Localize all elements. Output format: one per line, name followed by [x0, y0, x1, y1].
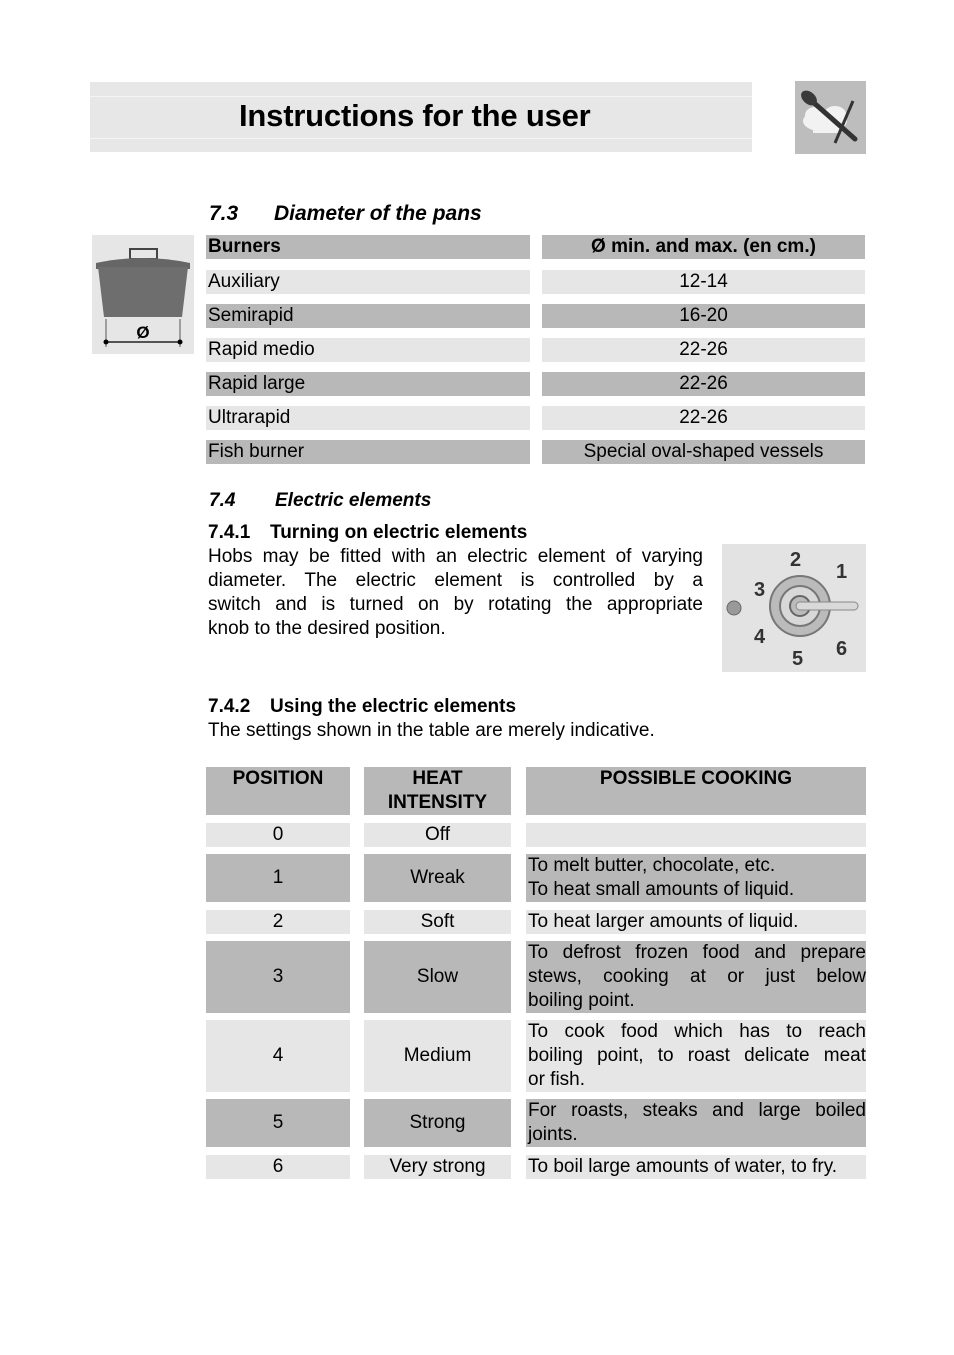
table-cell-burner: Semirapid	[206, 304, 530, 328]
table-cell-position: 3	[206, 941, 350, 1013]
table-cell-intensity: Soft	[364, 910, 511, 934]
table-cell-diameter: 12-14	[542, 270, 865, 294]
table-cell-intensity: Strong	[364, 1099, 511, 1147]
pans-header-diameter: Ø min. and max. (en cm.)	[542, 235, 865, 259]
table-cell-diameter: 22-26	[542, 338, 865, 362]
section-7-4-heading	[209, 490, 431, 512]
cooking-line: To heat larger amounts of liquid.	[528, 911, 799, 932]
table-cell-intensity: Very strong	[364, 1155, 511, 1179]
table-cell-burner: Fish burner	[206, 440, 530, 464]
table-cell-cooking	[526, 823, 866, 847]
table-cell-cooking	[526, 854, 866, 902]
section-number: 7.3	[209, 202, 239, 225]
pans-header-burners: Burners	[206, 235, 530, 259]
paragraph-line: diameter. The electric element is controlled by a	[208, 570, 703, 591]
table-cell-cooking	[526, 1099, 866, 1147]
subsection-title: Using the electric elements	[270, 696, 517, 717]
subsection-7-4-2-heading	[208, 696, 516, 718]
knob-label: 4	[754, 626, 766, 648]
settings-intro: The settings shown in the table are merely indicative.	[208, 720, 655, 741]
table-cell-intensity: Slow	[364, 941, 511, 1013]
table-cell-burner: Rapid large	[206, 372, 530, 396]
cooking-line: or fish.	[528, 1069, 586, 1090]
table-cell-position: 4	[206, 1020, 350, 1092]
section-7-3-heading	[209, 202, 482, 226]
cooking-line: To boil large amounts of water, to fry.	[528, 1156, 838, 1177]
elec-header-intensity: HEAT INTENSITY	[364, 767, 511, 815]
table-cell-diameter: Special oval-shaped vessels	[542, 440, 865, 464]
knob-label: 3	[754, 579, 766, 601]
section-number: 7.4	[209, 490, 236, 511]
paragraph-line: switch and is turned on by rotating the appropriate	[208, 594, 703, 615]
knob-label: 2	[790, 549, 802, 571]
subsection-title: Turning on electric elements	[270, 522, 528, 543]
table-cell-cooking	[526, 1155, 866, 1179]
subsection-number: 7.4.2	[208, 696, 251, 717]
knob-icon	[722, 544, 866, 672]
table-cell-diameter: 22-26	[542, 372, 865, 396]
paragraph-line: Hobs may be fitted with an electric element of varying	[208, 546, 703, 567]
cooking-line: To heat small amounts of liquid.	[528, 879, 795, 900]
table-cell-intensity: Off	[364, 823, 511, 847]
turning-on-paragraph	[208, 545, 703, 641]
table-cell-burner: Rapid medio	[206, 338, 530, 362]
elec-header-cooking: POSSIBLE COOKING	[526, 767, 866, 815]
section-title: Electric elements	[275, 490, 432, 511]
table-cell-cooking	[526, 1020, 866, 1092]
paragraph-line: knob to the desired position.	[208, 618, 446, 639]
table-cell-position: 0	[206, 823, 350, 847]
cooking-line: boiling point.	[528, 990, 635, 1011]
cooking-line: boiling point, to roast delicate meat	[528, 1045, 866, 1066]
cooking-line: stews, cooking at or just below	[528, 966, 866, 987]
table-cell-burner: Auxiliary	[206, 270, 530, 294]
table-cell-position: 2	[206, 910, 350, 934]
cooking-line: joints.	[528, 1124, 578, 1145]
subsection-7-4-1-heading	[208, 522, 527, 544]
table-cell-cooking	[526, 941, 866, 1013]
elec-header-position: POSITION	[206, 767, 350, 815]
knob-label: 1	[836, 561, 848, 583]
spoon-chef-hat-icon	[795, 81, 866, 154]
section-title: Diameter of the pans	[274, 202, 482, 225]
cooking-line: For roasts, steaks and large boiled	[528, 1100, 866, 1121]
cooking-line: To melt butter, chocolate, etc.	[528, 855, 776, 876]
knob-label: 5	[792, 648, 804, 670]
table-cell-position: 6	[206, 1155, 350, 1179]
table-cell-intensity: Wreak	[364, 854, 511, 902]
table-cell-position: 5	[206, 1099, 350, 1147]
diameter-symbol: Ø	[136, 323, 150, 342]
knob-label: 6	[836, 638, 848, 660]
table-cell-diameter: 22-26	[542, 406, 865, 430]
subsection-number: 7.4.1	[208, 522, 251, 543]
table-cell-cooking	[526, 910, 866, 934]
table-cell-intensity: Medium	[364, 1020, 511, 1092]
cooking-line: To defrost frozen food and prepare	[528, 942, 866, 963]
table-cell-position: 1	[206, 854, 350, 902]
page-title: Instructions for the user	[239, 98, 591, 133]
table-cell-burner: Ultrarapid	[206, 406, 530, 430]
pot-diameter-icon	[92, 235, 194, 354]
cooking-line: To cook food which has to reach	[528, 1021, 866, 1042]
table-cell-diameter: 16-20	[542, 304, 865, 328]
